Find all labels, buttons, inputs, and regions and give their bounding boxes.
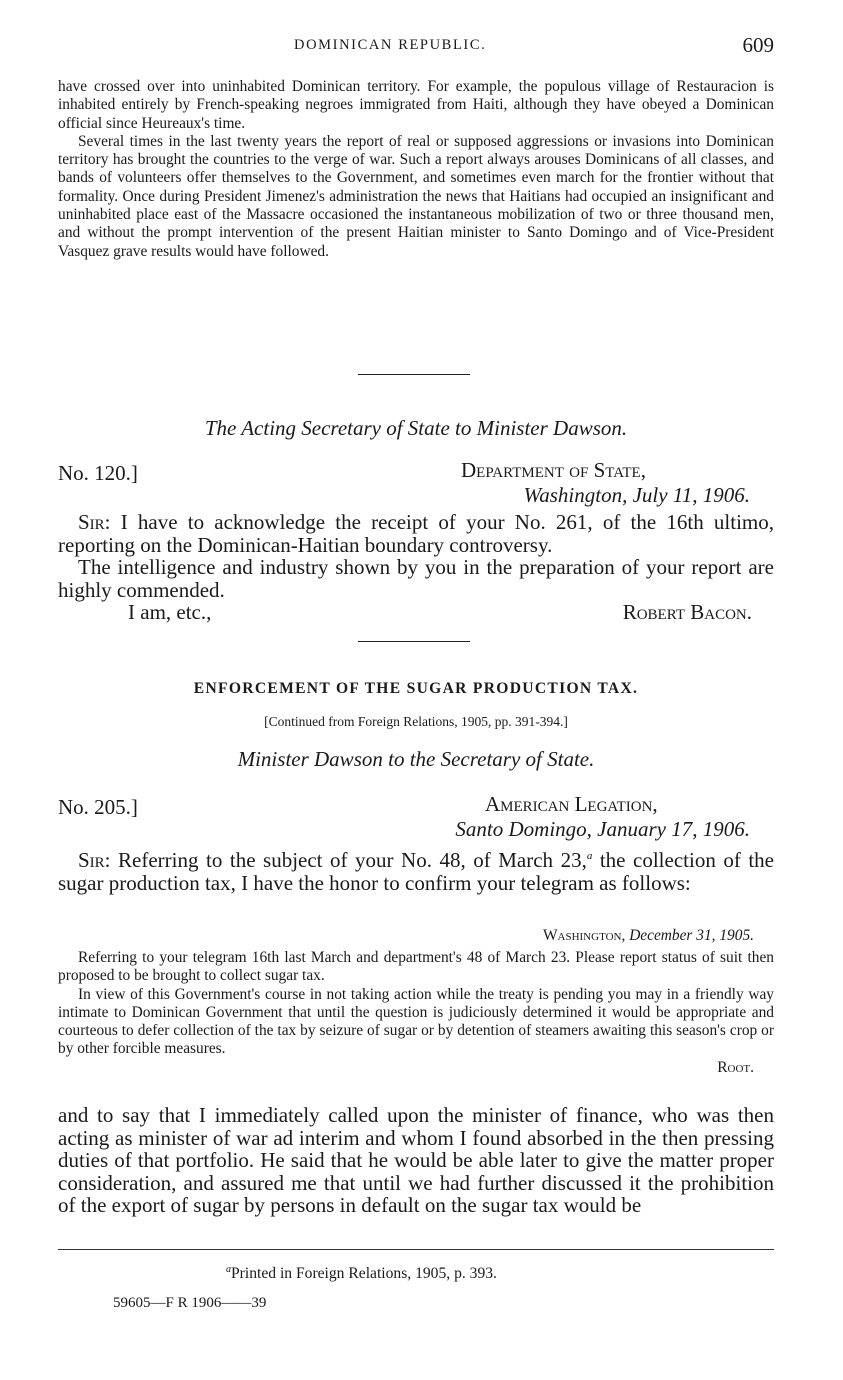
- footnote-rule: [58, 1249, 774, 1250]
- footnote-reference: a: [586, 850, 593, 862]
- section-subtitle: [Continued from Foreign Relations, 1905, pp. 391-394.]: [264, 714, 568, 729]
- letter-heading: The Acting Secretary of State to Minister Dawson.: [204, 416, 628, 440]
- page-number: 609: [742, 33, 774, 57]
- letter-header-block: [58, 458, 774, 508]
- signature: Robert Bacon.: [622, 600, 752, 625]
- letter-body-text: I have to acknowledge the receipt of your No. 261, of the 16th ultimo, reporting on the Dominican-Haitian boundary controversy.: [58, 510, 774, 557]
- closing: I am, etc.,: [128, 600, 212, 625]
- continued-text: [58, 78, 774, 261]
- telegram: [58, 949, 774, 1077]
- running-head: [58, 33, 774, 57]
- continuation-text: and to say that I immediately called upon the minister of finance, who was then acting as minister of war ad interim and whom I found absorbed in the then pressing duties of that portfolio. He said that he would be able later to give the matter proper consideration, and assured me that until we had further discussed it the prohibition of the export of sugar by persons in default on the sugar tax would be: [58, 1103, 774, 1218]
- telegram-paragraph-2: In view of this Government's course in not taking action while the treaty is pending you may in a friendly way intimate to Dominican Government that until the question is judiciously determined it would be appropriate and courteous to defer collection of the tax by seizure of sugar or by detention of steamers awaiting this season's crop or by other forcible measures.: [58, 985, 774, 1058]
- letter-body-text: Referring to the subject of your No. 48, of March 23,: [118, 848, 587, 872]
- footnote-text: Printed in Foreign Relations, 1905, p. 393.: [231, 1265, 497, 1283]
- letter-office: American Legation,: [485, 792, 658, 816]
- letter-continuation: [58, 1104, 774, 1217]
- letter-body-text: the collection of the sugar production tax, I have the honor to confirm your telegram as follows:: [58, 848, 774, 895]
- salutation: Sir:: [78, 848, 111, 872]
- letter-number: No. 120.]: [58, 461, 138, 485]
- letter-heading: Minister Dawson to the Secretary of State.: [237, 747, 595, 771]
- footnote: [226, 1264, 497, 1283]
- letter-body-text-2: The intelligence and industry shown by you in the preparation of your report are highly commended.: [58, 555, 774, 602]
- telegram-origin: Washington,: [542, 927, 626, 944]
- footnote-marker: a: [226, 1264, 231, 1275]
- telegram-dateline: [58, 927, 774, 949]
- letter-number: No. 205.]: [58, 795, 138, 819]
- letter-body: [58, 511, 774, 625]
- continued-paragraph-2: Several times in the last twenty years the report of real or supposed aggressions or invasions into Dominican territory has brought the countries to the verge of war. Such a report always arouses Dominicans of all classes, and bands of volunteers offer themselves to the Government, and sometimes even march for the frontier without that formality. Once during President Jimenez's administration the news that Haitians had occupied an insignificant and uninhabited place east of the Massacre occasioned the instantaneous mobilization of two or three thousand men, and without the prompt intervention of the present Haitian minister to Santo Domingo and of Vice-President Vasquez grave results would have followed.: [58, 132, 774, 260]
- telegram-date: December 31, 1905.: [629, 927, 754, 944]
- divider-rule: [358, 641, 470, 642]
- continued-paragraph-1: have crossed over into uninhabited Dominican territory. For example, the populous village of Restauracion is inhabited entirely by French-speaking negroes immigrated from Haiti, although they have obeyed a Dominican official since Heureaux's time.: [58, 78, 774, 132]
- divider-rule: [358, 374, 470, 375]
- section-title: ENFORCEMENT OF THE SUGAR PRODUCTION TAX.: [193, 680, 639, 697]
- letter-header-block: [58, 792, 774, 842]
- print-mark: 59605—F R 1906——39: [113, 1295, 267, 1311]
- letter-place-date: Washington, July 11, 1906.: [523, 483, 750, 507]
- telegram-paragraph-1: Referring to your telegram 16th last March and department's 48 of March 23. Please report status of suit then proposed to be brought to collect sugar tax.: [58, 949, 774, 985]
- telegram-signature: Root.: [717, 1058, 754, 1076]
- letter-office: Department of State,: [461, 458, 646, 482]
- salutation: Sir:: [78, 510, 111, 534]
- letter-body: [58, 845, 774, 894]
- running-title: DOMINICAN REPUBLIC.: [294, 37, 487, 53]
- letter-place-date: Santo Domingo, January 17, 1906.: [455, 817, 750, 841]
